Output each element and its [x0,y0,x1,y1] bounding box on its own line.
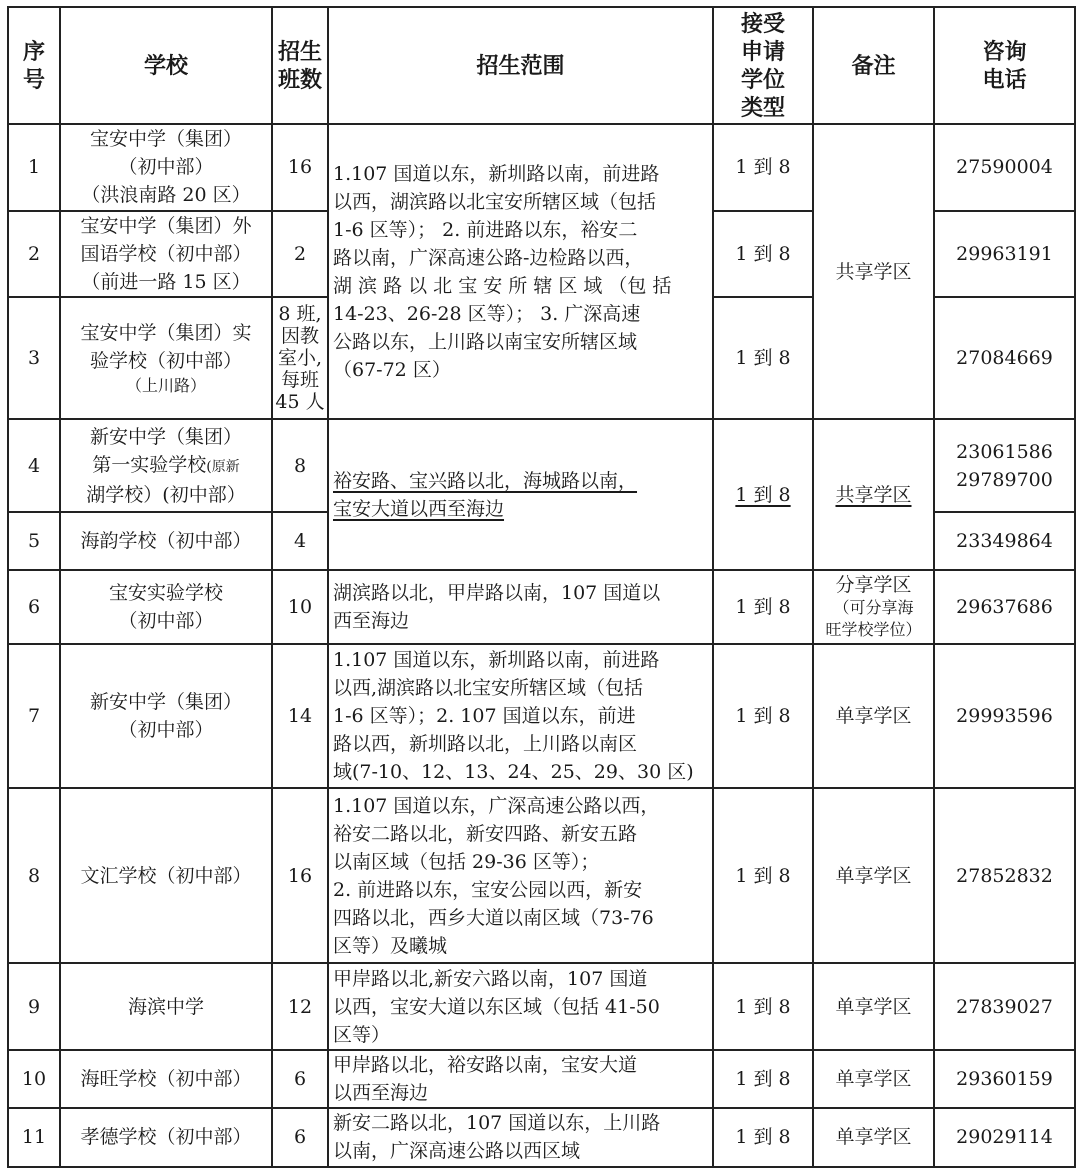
class-count: 16 [272,124,328,210]
school-name: 新安中学（集团） （初中部） [60,644,272,788]
header-classes: 招生 班数 [272,7,328,124]
table-row [8,419,1075,512]
phone-number: 23349864 [934,512,1075,570]
remark: 共享学区 [813,419,934,570]
enrollment-scope: 裕安路、宝兴路以北，海城路以南， 宝安大道以西至海边 [328,419,713,570]
degree-type: 1 到 8 [713,124,813,210]
phone-number: 29993596 [934,644,1075,788]
row-number: 2 [8,211,60,297]
remark: 单享学区 [813,1050,934,1108]
phone-number: 29963191 [934,211,1075,297]
header-type: 接受 申请 学位 类型 [713,7,813,124]
remark: 单享学区 [813,788,934,963]
enrollment-scope: 甲岸路以北，裕安路以南，宝安大道 以西至海边 [328,1050,713,1108]
class-count: 14 [272,644,328,788]
enrollment-scope: 湖滨路以北，甲岸路以南，107 国道以 西至海边 [328,570,713,643]
row-number: 10 [8,1050,60,1108]
degree-type: 1 到 8 [713,1108,813,1167]
enrollment-scope: 1.107 国道以东，新圳路以南，前进路 以西，湖滨路以北宝安所辖区域（包括 1-6 区等）； 2. 前进路以东，裕安二 路以南，广深高速公路-边检路以西， 湖 滨 路 以 北 宝 安 所 辖 区 域 （包 括 14-23、26-28 区等）； 3. 广深高速 公路以东，上川路以南宝安所辖区域 （67-72 区） [328,124,713,419]
degree-type: 1 到 8 [713,297,813,419]
phone-number: 29029114 [934,1108,1075,1167]
row-number: 1 [8,124,60,210]
row-number: 9 [8,963,60,1049]
row-number: 4 [8,419,60,512]
school-name: 孝德学校（初中部） [60,1108,272,1167]
header-phone: 咨询 电话 [934,7,1075,124]
table-row [8,644,1075,788]
phone-number: 27590004 [934,124,1075,210]
phone-number: 27852832 [934,788,1075,963]
enrollment-scope: 1.107 国道以东，广深高速公路以西， 裕安二路以北，新安四路、新安五路 以南区域（包括 29-36 区等）； 2. 前进路以东，宝安公园以西，新安 四路以北，西乡大道以南区域（73-76 区等）及曦城 [328,788,713,963]
enrollment-scope: 1.107 国道以东，新圳路以南，前进路 以西,湖滨路以北宝安所辖区域（包括 1-6 区等）；2. 107 国道以东，前进 路以西，新圳路以北，上川路以南区 域(7-10、12、13、24、25、29、30 区) [328,644,713,788]
phone-number: 29360159 [934,1050,1075,1108]
remark: 单享学区 [813,963,934,1049]
degree-type: 1 到 8 [713,644,813,788]
class-count: 4 [272,512,328,570]
table-row [8,1050,1075,1108]
class-count: 6 [272,1108,328,1167]
class-count: 8 [272,419,328,512]
table-row [8,963,1075,1049]
degree-type: 1 到 8 [713,570,813,643]
row-number: 3 [8,297,60,419]
school-name: 宝安中学（集团）实 验学校（初中部） （上川路） [60,297,272,419]
class-count: 10 [272,570,328,643]
remark: 共享学区 [813,124,934,419]
table-row [8,124,1075,210]
header-remark: 备注 [813,7,934,124]
enrollment-scope: 新安二路以北，107 国道以东，上川路 以南，广深高速公路以西区域 [328,1108,713,1167]
degree-type: 1 到 8 [713,788,813,963]
phone-number: 27839027 [934,963,1075,1049]
phone-number: 27084669 [934,297,1075,419]
degree-type: 1 到 8 [713,963,813,1049]
header-scope: 招生范围 [328,7,713,124]
school-name: 文汇学校（初中部） [60,788,272,963]
school-name: 宝安中学（集团） （初中部） （洪浪南路 20 区） [60,124,272,210]
degree-type: 1 到 8 [713,419,813,570]
school-name: 海滨中学 [60,963,272,1049]
header-row [8,7,1075,124]
class-count: 12 [272,963,328,1049]
row-number: 11 [8,1108,60,1167]
phone-number: 23061586 29789700 [934,419,1075,512]
row-number: 8 [8,788,60,963]
remark: 单享学区 [813,644,934,788]
school-name: 宝安实验学校 （初中部） [60,570,272,643]
row-number: 6 [8,570,60,643]
phone-number: 29637686 [934,570,1075,643]
header-seq: 序 号 [8,7,60,124]
table-row [8,570,1075,643]
class-count: 8 班, 因教 室小, 每班 45 人 [272,297,328,419]
enrollment-scope: 甲岸路以北,新安六路以南，107 国道 以西，宝安大道以东区域（包括 41-50 区等） [328,963,713,1049]
row-number: 5 [8,512,60,570]
enrollment-table [7,6,1076,1168]
class-count: 6 [272,1050,328,1108]
remark: 单享学区 [813,1108,934,1167]
remark: 分享学区 （可分享海 旺学校学位） [813,570,934,643]
table-row [8,788,1075,963]
header-school: 学校 [60,7,272,124]
degree-type: 1 到 8 [713,1050,813,1108]
degree-type: 1 到 8 [713,211,813,297]
school-name: 海旺学校（初中部） [60,1050,272,1108]
table-row [8,1108,1075,1167]
school-name: 新安中学（集团） 第一实验学校(原新 湖学校）(初中部） [60,419,272,512]
school-name: 宝安中学（集团）外 国语学校（初中部） （前进一路 15 区） [60,211,272,297]
row-number: 7 [8,644,60,788]
class-count: 2 [272,211,328,297]
school-name: 海韵学校（初中部） [60,512,272,570]
class-count: 16 [272,788,328,963]
